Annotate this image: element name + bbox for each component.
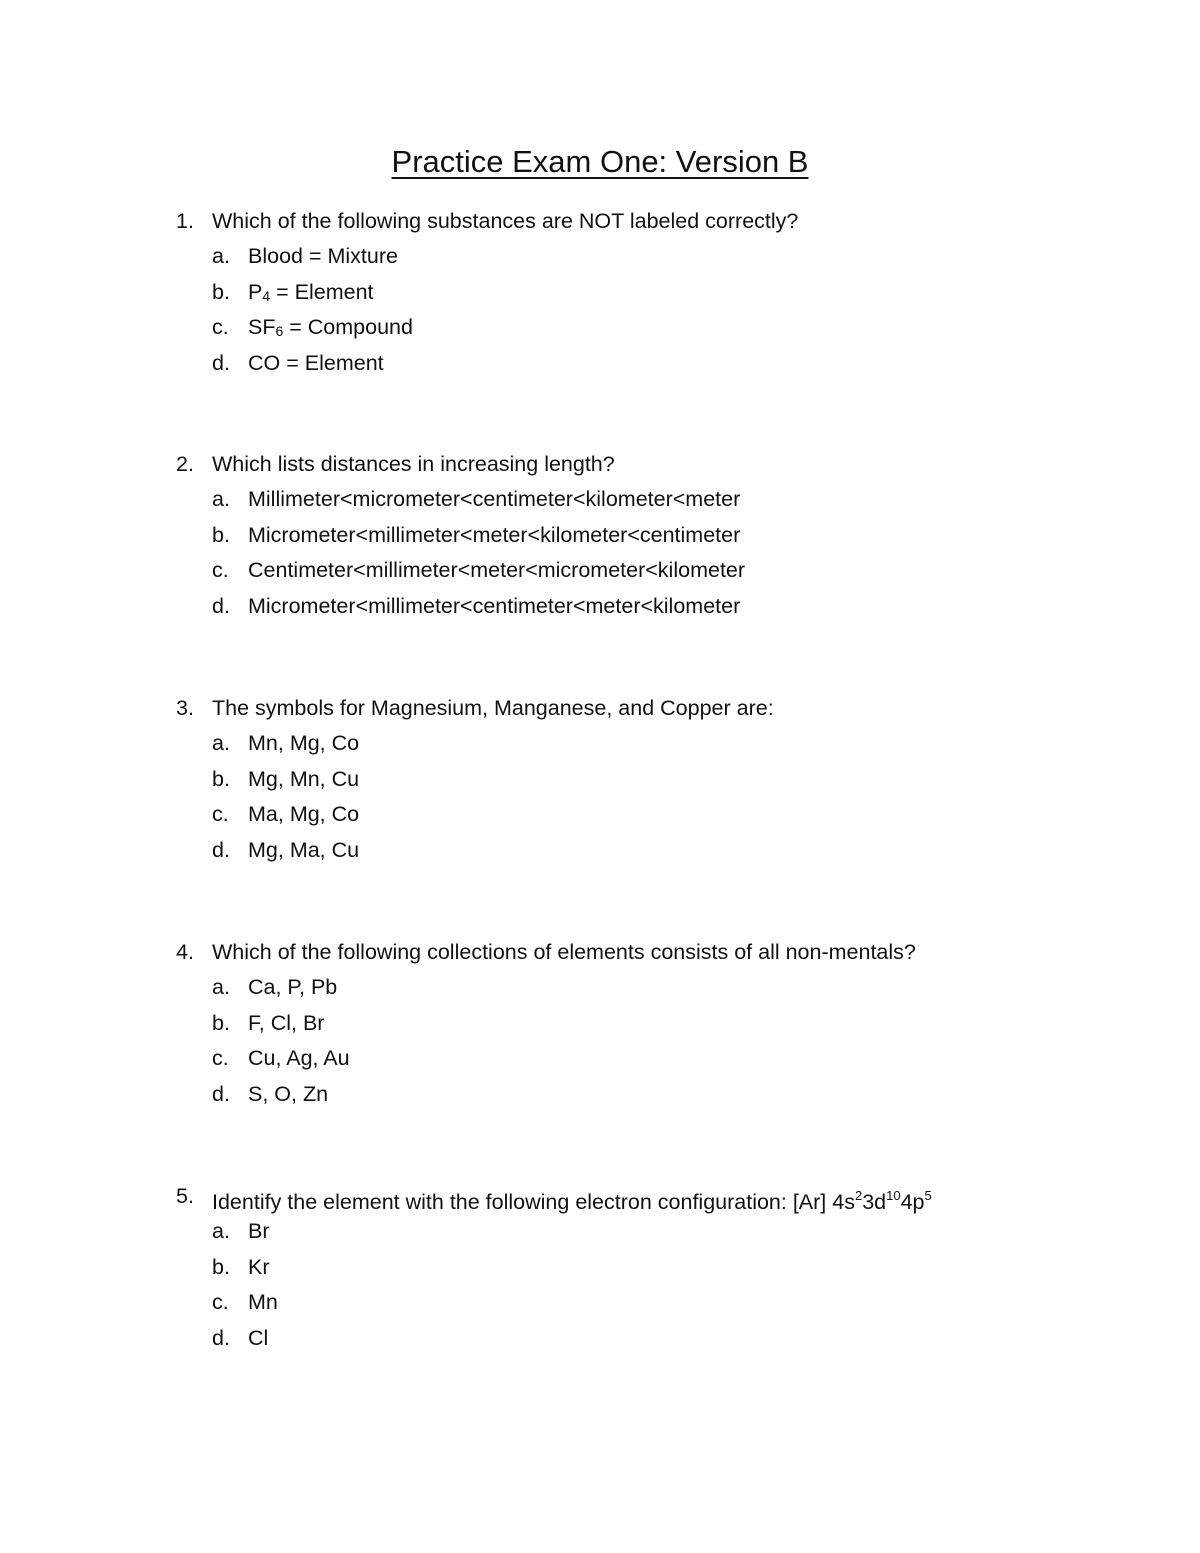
answer-option-a <box>176 239 1136 275</box>
option-letter: c. <box>212 802 229 826</box>
answer-option-c <box>176 553 1136 589</box>
question-number: 1. <box>176 209 194 233</box>
option-text: Mg, Ma, Cu <box>248 837 360 862</box>
option-letter: b. <box>212 766 230 791</box>
option-text: Ma, Mg, Co <box>248 802 360 826</box>
formula-label: = Element <box>270 279 374 304</box>
option-letter: d. <box>212 1325 230 1350</box>
answer-option-b <box>176 275 1136 311</box>
option-text: Blood = Mixture <box>248 244 398 268</box>
option-letter: a. <box>212 731 230 755</box>
question-2 <box>176 446 1136 624</box>
formula-symbol: P <box>248 279 263 304</box>
option-text: Centimeter<millimeter<meter<micrometer<kilometer <box>248 558 746 582</box>
question-text <box>212 1178 932 1214</box>
formula-subscript: 6 <box>275 323 284 339</box>
answer-option-a <box>176 726 1136 762</box>
option-letter: b. <box>212 522 230 547</box>
question-text: Which lists distances in increasing length? <box>212 452 615 476</box>
question-1 <box>176 203 1136 381</box>
option-text: Mg, Mn, Cu <box>248 766 360 791</box>
option-letter: c. <box>212 1290 229 1314</box>
question-text-main: Identify the element with the following electron configuration: [Ar] 4s <box>212 1190 855 1214</box>
option-letter: b. <box>212 279 230 304</box>
option-text: Cu, Ag, Au <box>248 1046 350 1070</box>
question-stem <box>176 203 1136 239</box>
question-number: 5. <box>176 1184 194 1208</box>
option-text: Millimeter<micrometer<centimeter<kilometer<meter <box>248 487 741 511</box>
question-stem <box>176 690 1136 726</box>
page-title: Practice Exam One: Version B <box>391 144 809 179</box>
answer-option-b <box>176 1250 1136 1286</box>
option-text: Mn, Mg, Co <box>248 731 360 755</box>
question-3 <box>176 690 1136 868</box>
option-text <box>248 275 374 311</box>
question-stem <box>176 934 1136 970</box>
question-number: 4. <box>176 940 194 964</box>
option-text: Micrometer<millimeter<centimeter<meter<kilometer <box>248 593 741 618</box>
option-text: S, O, Zn <box>248 1081 329 1106</box>
config-superscript: 2 <box>854 1188 863 1203</box>
config-superscript: 5 <box>924 1188 932 1203</box>
question-5 <box>176 1178 1136 1356</box>
option-letter: c. <box>212 558 229 582</box>
formula-symbol: SF <box>248 315 276 339</box>
option-text: Ca, P, Pb <box>248 975 338 999</box>
option-letter: d. <box>212 350 230 375</box>
option-letter: c. <box>212 315 229 339</box>
config-orbital: 3d <box>862 1190 887 1214</box>
answer-option-b <box>176 762 1136 798</box>
question-text: Which of the following substances are NOT labeled correctly? <box>212 209 799 233</box>
answer-option-d <box>176 1077 1136 1113</box>
option-text <box>248 310 413 346</box>
answer-option-c <box>176 1285 1136 1321</box>
option-text: Kr <box>248 1254 270 1279</box>
answer-option-b <box>176 518 1136 554</box>
answer-option-a <box>176 970 1136 1006</box>
option-letter: a. <box>212 244 230 268</box>
option-text: Br <box>248 1219 270 1243</box>
answer-option-d <box>176 589 1136 625</box>
option-letter: d. <box>212 1081 230 1106</box>
answer-option-d <box>176 833 1136 869</box>
option-letter: a. <box>212 975 230 999</box>
option-text: CO = Element <box>248 350 384 375</box>
question-number: 2. <box>176 452 194 476</box>
question-text: The symbols for Magnesium, Manganese, and Copper are: <box>212 696 774 720</box>
answer-option-c <box>176 797 1136 833</box>
option-text: Micrometer<millimeter<meter<kilometer<centimeter <box>248 522 741 547</box>
option-letter: a. <box>212 487 230 511</box>
option-letter: a. <box>212 1219 230 1243</box>
question-stem <box>176 1178 1136 1214</box>
answer-option-c <box>176 310 1136 346</box>
config-superscript: 10 <box>886 1188 901 1203</box>
option-text: Cl <box>248 1325 269 1350</box>
question-4 <box>176 934 1136 1112</box>
option-letter: d. <box>212 593 230 618</box>
answer-option-a <box>176 1214 1136 1250</box>
question-number: 3. <box>176 696 194 720</box>
formula-label: = Compound <box>283 315 413 339</box>
option-letter: b. <box>212 1254 230 1279</box>
answer-option-d <box>176 346 1136 382</box>
option-text: F, Cl, Br <box>248 1010 325 1035</box>
option-letter: d. <box>212 837 230 862</box>
option-letter: b. <box>212 1010 230 1035</box>
config-orbital: 4p <box>900 1190 925 1214</box>
answer-option-a <box>176 482 1136 518</box>
question-stem <box>176 446 1136 482</box>
option-letter: c. <box>212 1046 229 1070</box>
answer-option-b <box>176 1006 1136 1042</box>
answer-option-d <box>176 1321 1136 1357</box>
question-text: Which of the following collections of elements consists of all non-mentals? <box>212 940 916 964</box>
option-text: Mn <box>248 1290 278 1314</box>
formula-subscript: 4 <box>262 287 271 304</box>
answer-option-c <box>176 1041 1136 1077</box>
